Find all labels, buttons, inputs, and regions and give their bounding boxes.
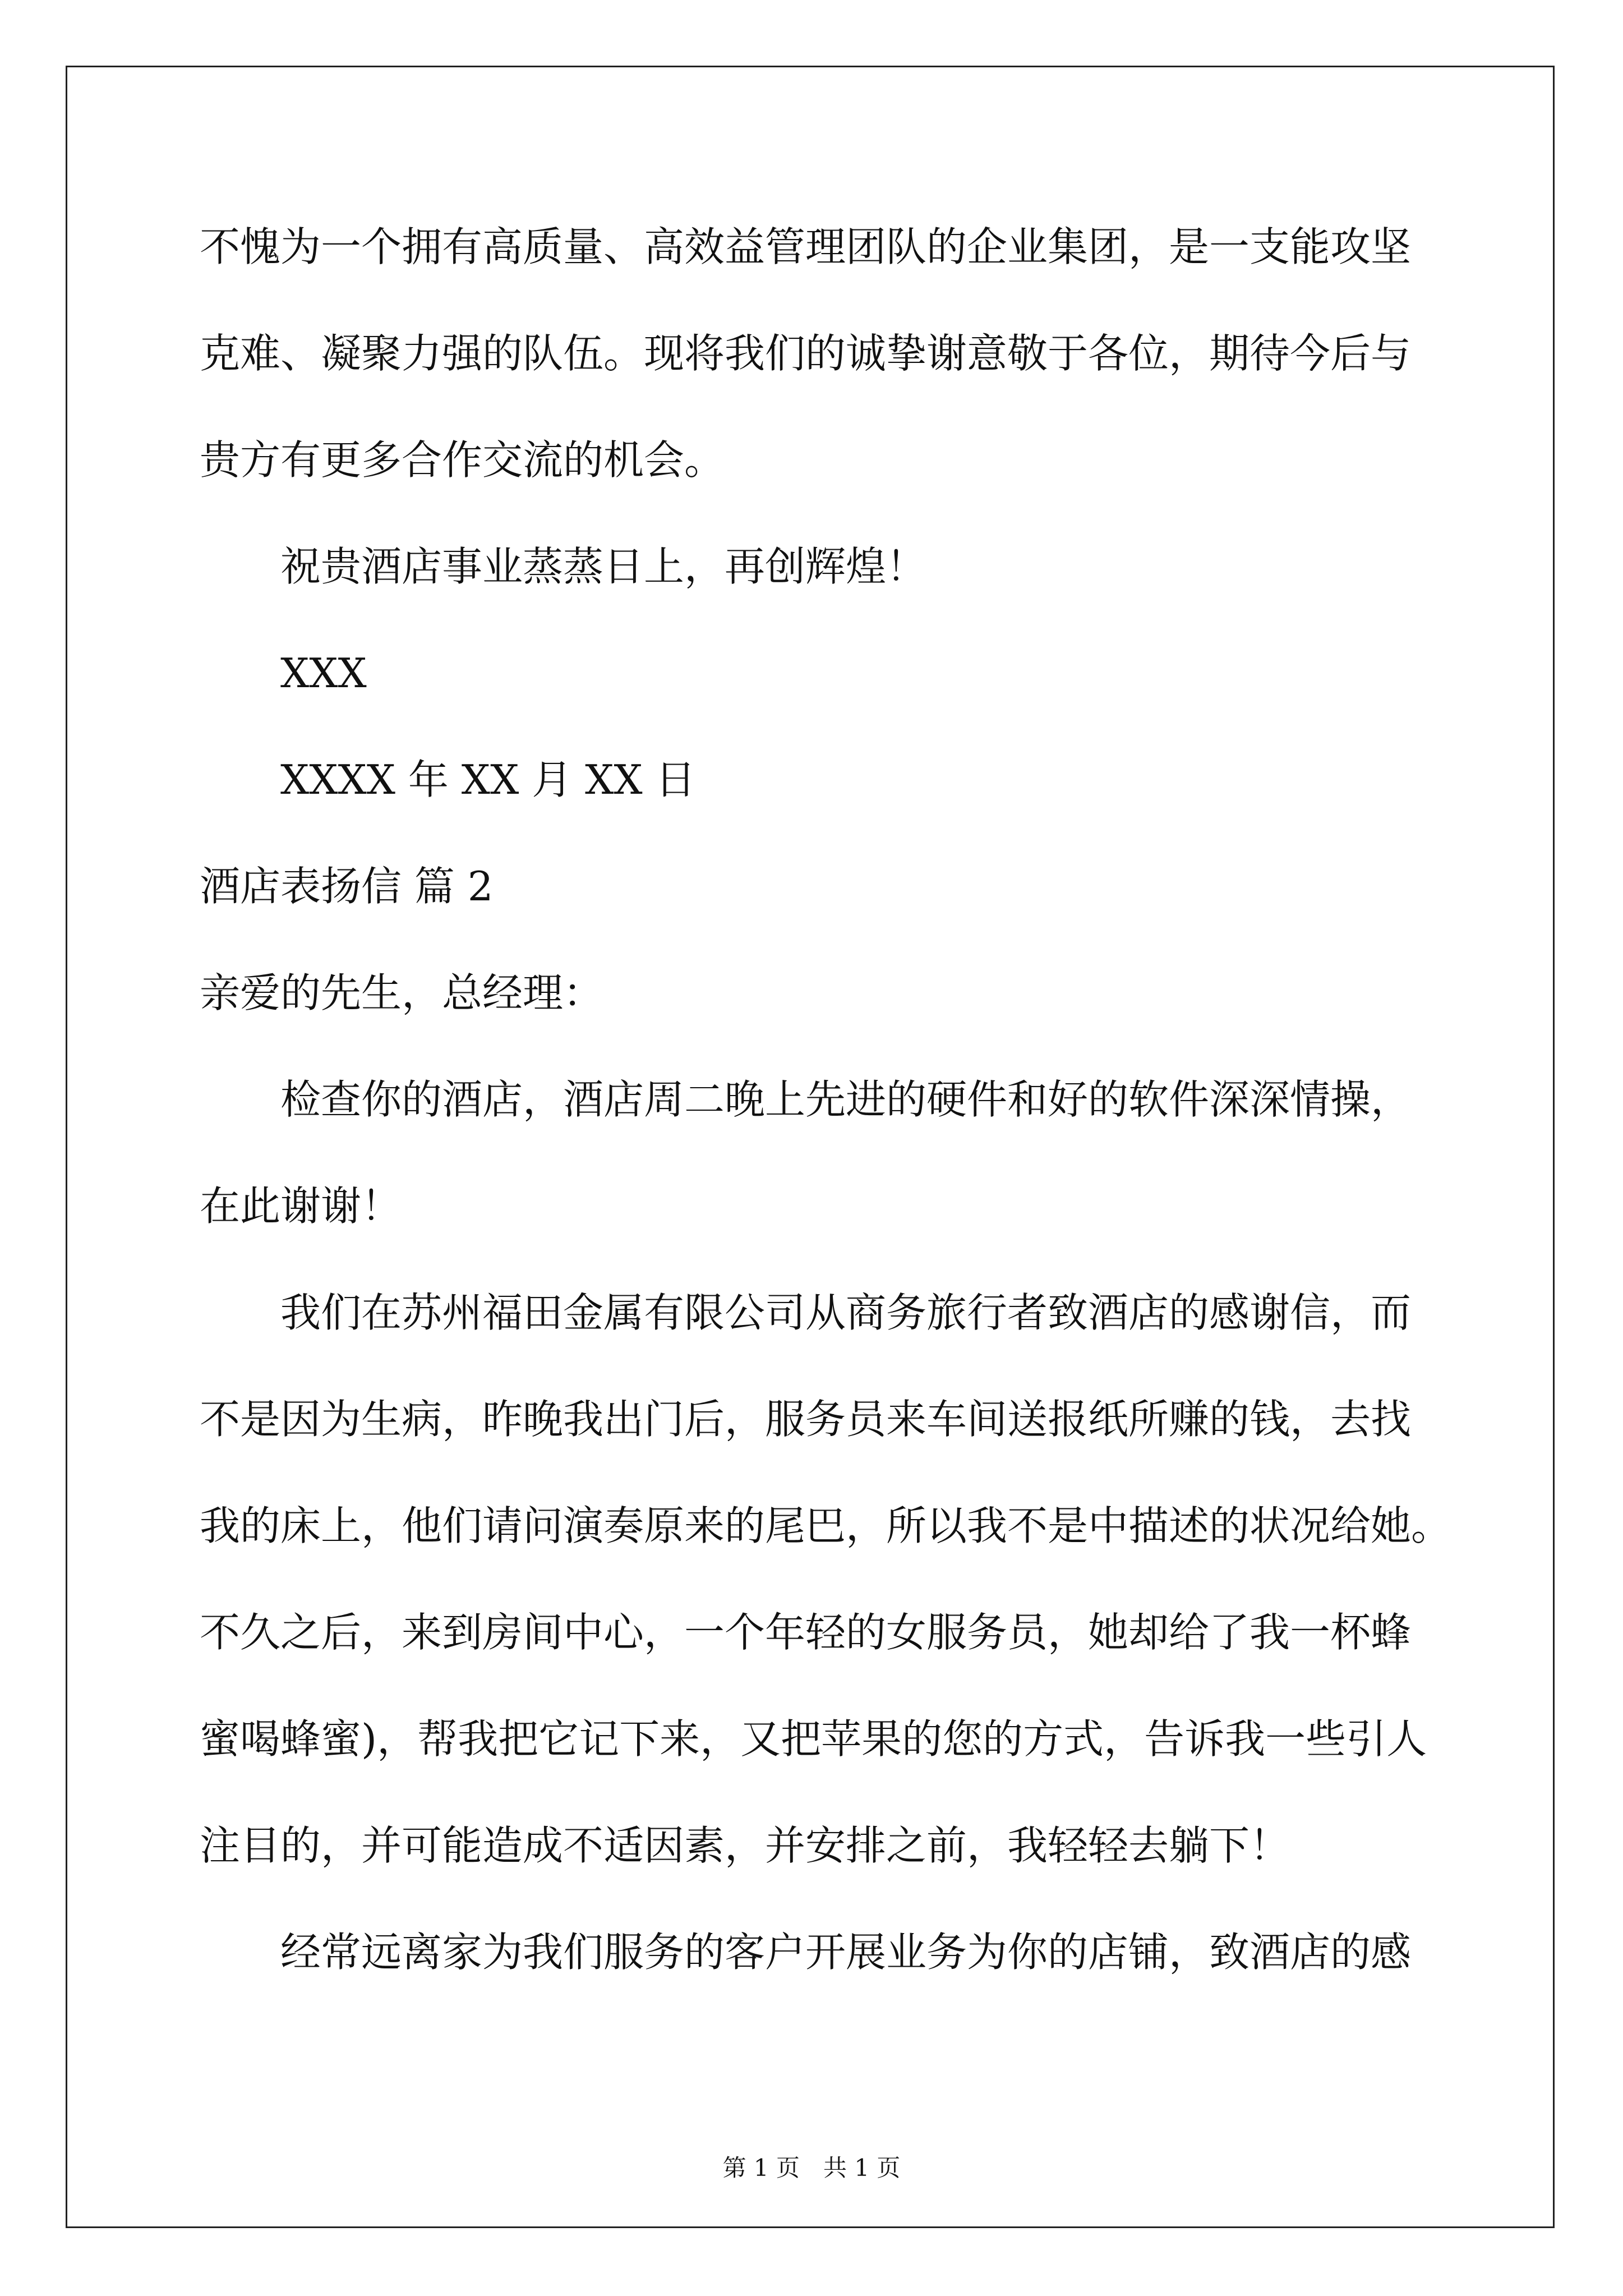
date-line: XXXX 年 XX 月 XX 日 bbox=[280, 756, 696, 803]
paragraph-line: 蜜喝蜂蜜)，帮我把它记下来，又把苹果的您的方式，告诉我一些引人 bbox=[200, 1715, 1427, 1763]
paragraph-line: 不是因为生病，昨晚我出门后，服务员来车间送报纸所赚的钱，去找 bbox=[200, 1396, 1412, 1443]
paragraph-line: 不愧为一个拥有高质量、高效益管理团队的企业集团，是一支能攻坚 bbox=[200, 223, 1412, 270]
page-border bbox=[66, 66, 1555, 2228]
paragraph-line: 克难、凝聚力强的队伍。现将我们的诚挚谢意敬于各位，期待今后与 bbox=[200, 330, 1412, 377]
signature: XXX bbox=[280, 650, 367, 697]
closing-wish: 祝贵酒店事业蒸蒸日上，再创辉煌！ bbox=[280, 543, 927, 590]
paragraph-line: 我的床上，他们请问演奏原来的尾巴，所以我不是中描述的状况给她。 bbox=[200, 1502, 1452, 1549]
paragraph-line: 在此谢谢！ bbox=[200, 1182, 402, 1230]
paragraph-line: 贵方有更多合作交流的机会。 bbox=[200, 436, 725, 484]
paragraph-line: 不久之后，来到房间中心，一个年轻的女服务员，她却给了我一杯蜂 bbox=[200, 1609, 1412, 1656]
page-footer: 第 1 页 共 1 页 bbox=[722, 2154, 901, 2182]
section-title: 酒店表扬信 篇 2 bbox=[200, 863, 494, 910]
paragraph-line: 检查你的酒店，酒店周二晚上先进的硬件和好的软件深深情操， bbox=[280, 1076, 1412, 1123]
salutation: 亲爱的先生，总经理： bbox=[200, 969, 604, 1016]
paragraph-line: 注目的，并可能造成不适因素，并安排之前，我轻轻去躺下！ bbox=[200, 1822, 1290, 1869]
paragraph-line: 经常远离家为我们服务的客户开展业务为你的店铺，致酒店的感 bbox=[280, 1929, 1412, 1976]
paragraph-line: 我们在苏州福田金属有限公司从商务旅行者致酒店的感谢信，而 bbox=[280, 1289, 1412, 1336]
